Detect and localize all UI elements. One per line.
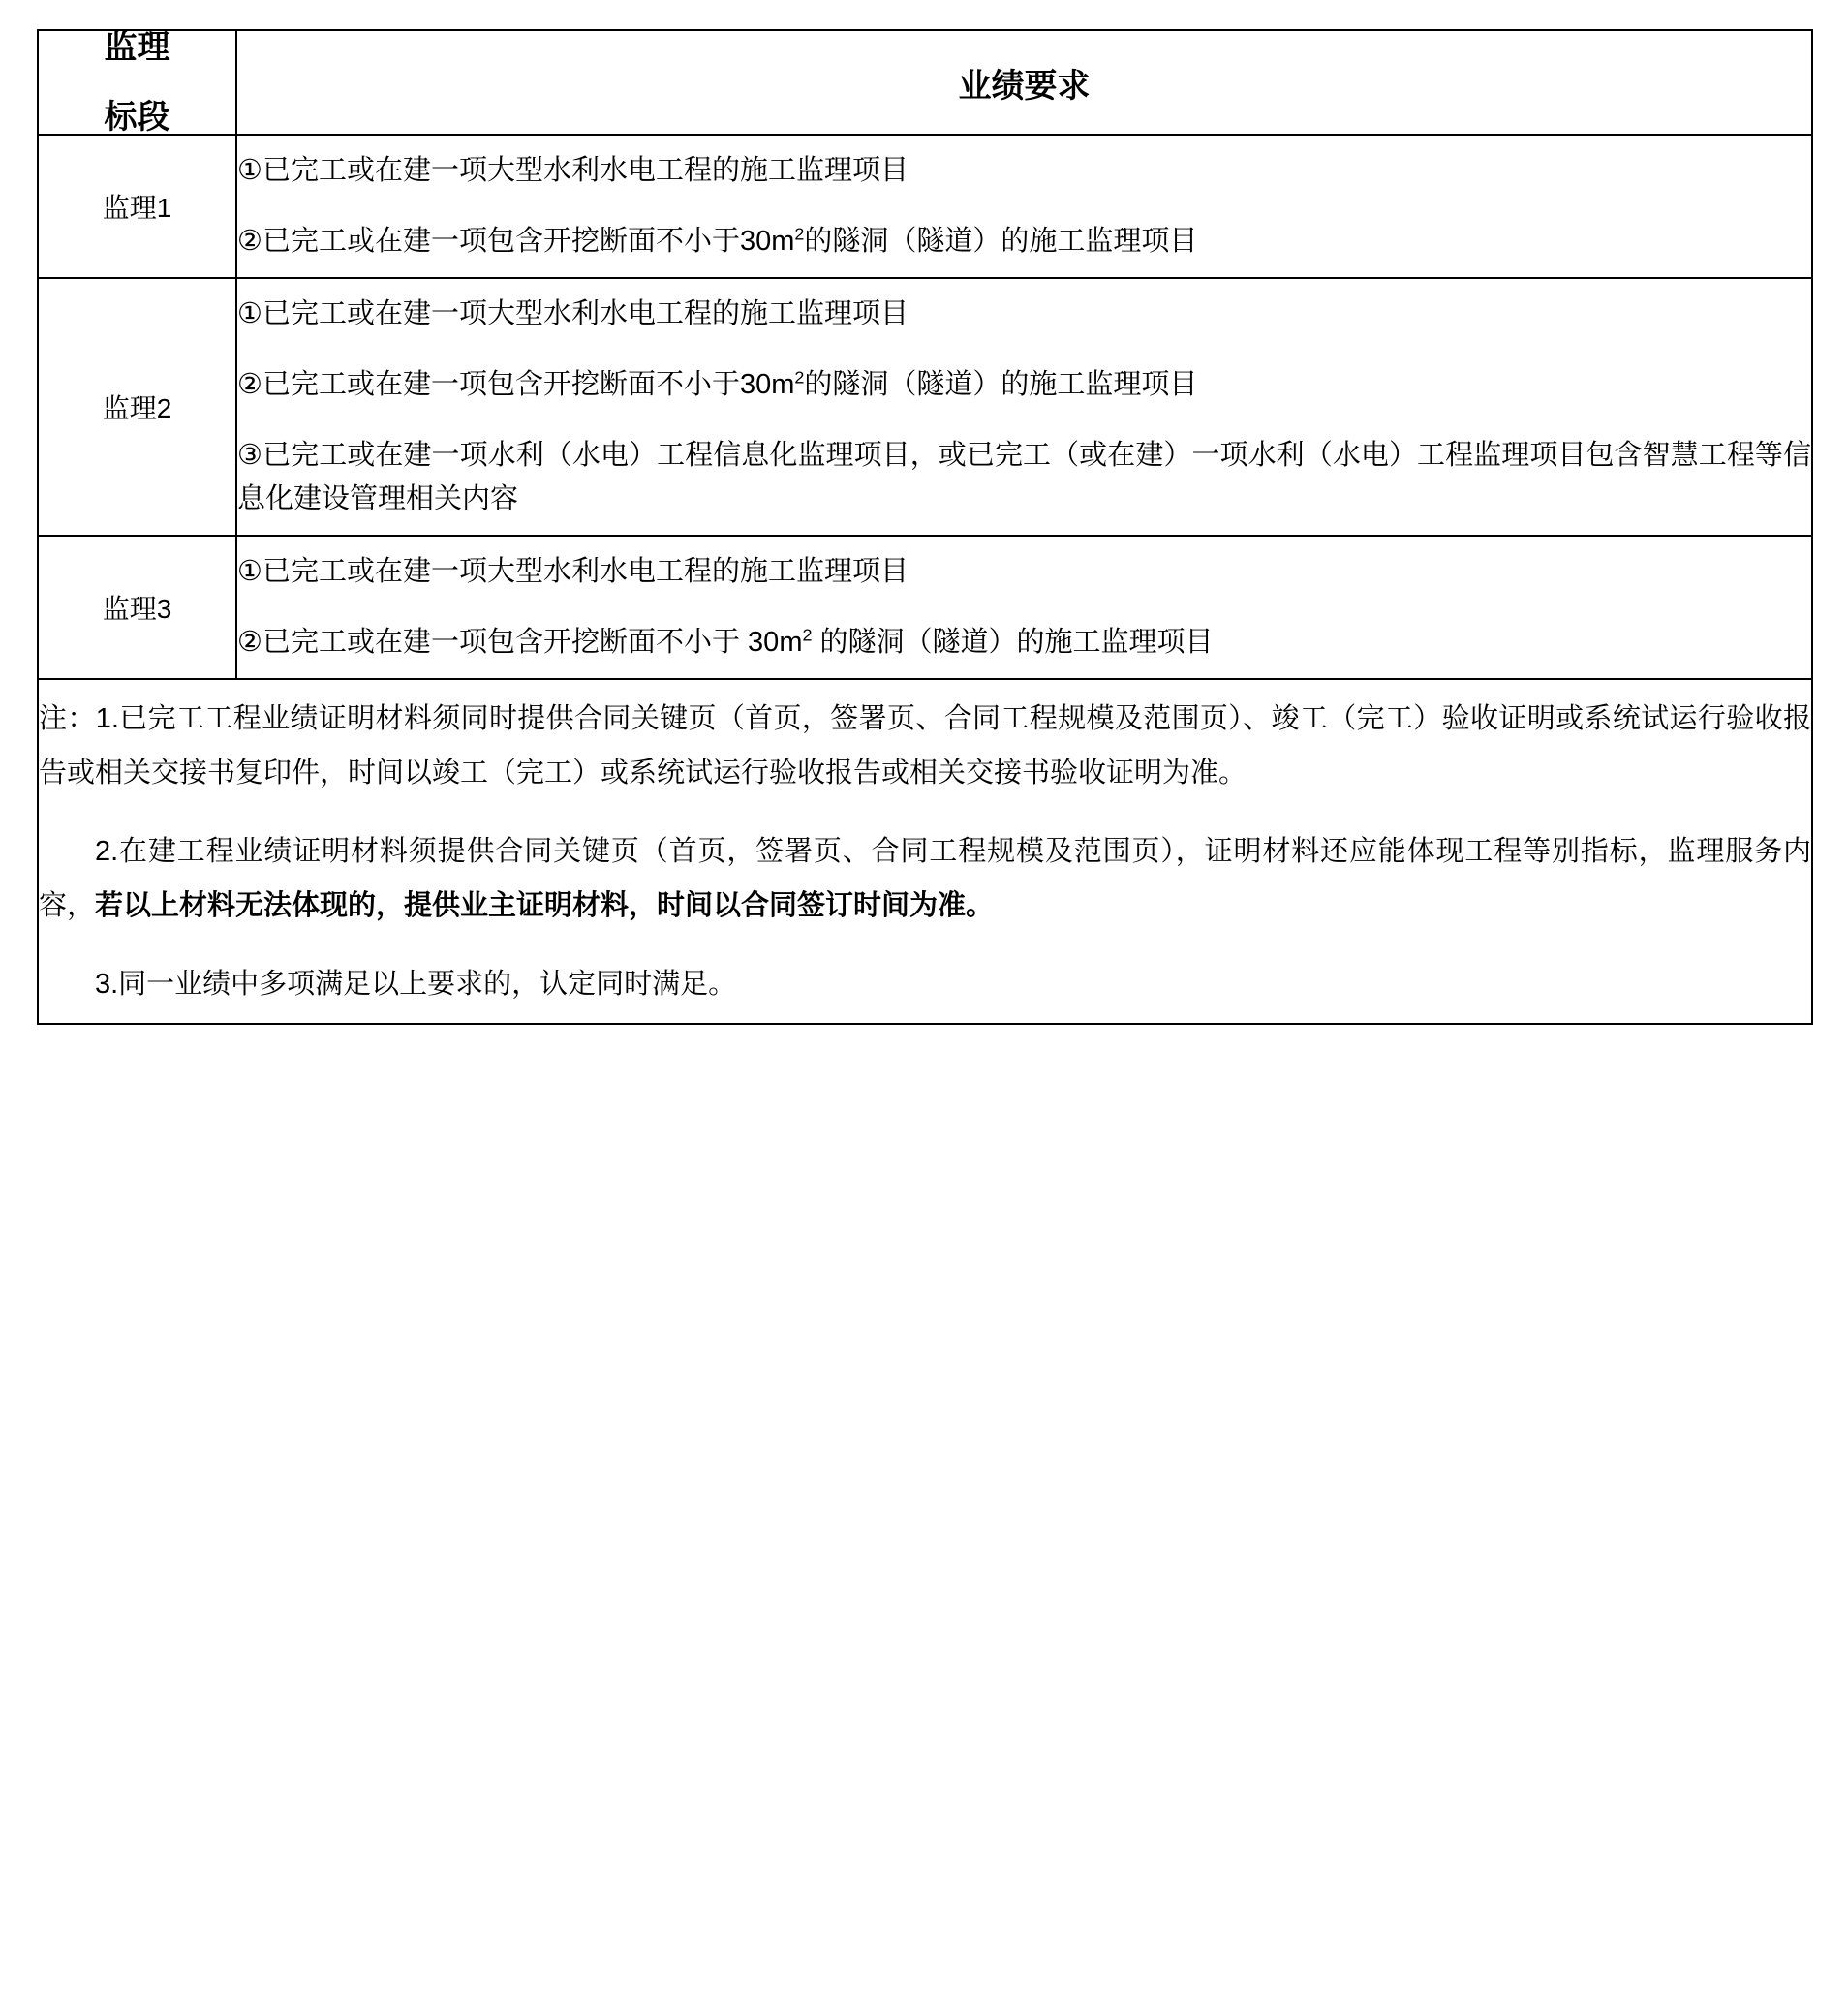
performance-requirement-table bbox=[37, 29, 1813, 1025]
requirement-item bbox=[237, 420, 1811, 535]
requirement-text: ①已完工或在建一项大型水利水电工程的施工监理项目 bbox=[237, 155, 909, 186]
note-2-plain: 2.在建工程业绩证明材料须提供合同关键页（首页，签署页、合同工程规模及范围页），证明材料还应能体现工程等别指标，监理服务内容， bbox=[39, 835, 1811, 922]
requirement-text: ②已完工或在建一项包含开挖断面不小于30m bbox=[237, 368, 795, 400]
requirement-text-tail: 的隧洞（隧道）的施工监理项目 bbox=[804, 368, 1198, 400]
superscript-unit: 2 bbox=[794, 367, 805, 387]
superscript-unit: 2 bbox=[802, 624, 813, 644]
header-cell-requirement: 业绩要求 bbox=[236, 30, 1812, 135]
requirement-cell-3 bbox=[236, 536, 1812, 679]
requirement-item bbox=[237, 206, 1811, 277]
requirement-item bbox=[237, 537, 1811, 607]
table-header-row bbox=[38, 30, 1812, 135]
note-2-bold: 若以上材料无法体现的，提供业主证明材料，时间以合同签订时间为准。 bbox=[95, 890, 995, 922]
requirement-item bbox=[237, 607, 1811, 678]
requirement-text: ①已完工或在建一项大型水利水电工程的施工监理项目 bbox=[237, 555, 909, 587]
requirement-text: ②已完工或在建一项包含开挖断面不小于30m bbox=[237, 225, 795, 257]
requirement-item bbox=[237, 279, 1811, 350]
requirement-cell-2 bbox=[236, 278, 1812, 536]
requirement-text: ①已完工或在建一项大型水利水电工程的施工监理项目 bbox=[237, 297, 909, 329]
header-lot-line1: 监理 bbox=[104, 29, 170, 66]
note-2 bbox=[39, 813, 1811, 945]
requirement-item bbox=[237, 350, 1811, 420]
requirement-item bbox=[237, 136, 1811, 206]
requirement-text-tail: 的隧洞（隧道）的施工监理项目 bbox=[812, 626, 1214, 658]
superscript-unit: 2 bbox=[794, 224, 805, 244]
note-3: 3.同一业绩中多项满足以上要求的，认定同时满足。 bbox=[95, 968, 737, 1000]
table-notes-row bbox=[38, 679, 1812, 1025]
note-1: 注：1.已完工工程业绩证明材料须同时提供合同关键页（首页，签署页、合同工程规模及范围页）、竣工（完工）验收证明或系统试运行验收报告或相关交接书复印件，时间以竣工（完工）或系统试运行验收报告或相关交接书验收证明为准。 bbox=[39, 702, 1811, 789]
requirement-text: ③已完工或在建一项水利（水电）工程信息化监理项目，或已完工（或在建）一项水利（水电）工程监理项目包含智慧工程等信息化建设管理相关内容 bbox=[237, 439, 1811, 514]
requirement-cell-1 bbox=[236, 135, 1812, 278]
lot-label-2: 监理2 bbox=[38, 278, 236, 536]
table-row bbox=[38, 278, 1812, 536]
notes-cell bbox=[38, 679, 1812, 1025]
header-cell-lot bbox=[38, 30, 236, 135]
lot-label-1: 监理1 bbox=[38, 135, 236, 278]
requirement-text-tail: 的隧洞（隧道）的施工监理项目 bbox=[804, 225, 1198, 257]
header-lot-line2: 标段 bbox=[104, 99, 170, 136]
table-row bbox=[38, 536, 1812, 679]
requirement-text: ②已完工或在建一项包含开挖断面不小于 30m bbox=[237, 626, 803, 658]
lot-label-3: 监理3 bbox=[38, 536, 236, 679]
table-row bbox=[38, 135, 1812, 278]
